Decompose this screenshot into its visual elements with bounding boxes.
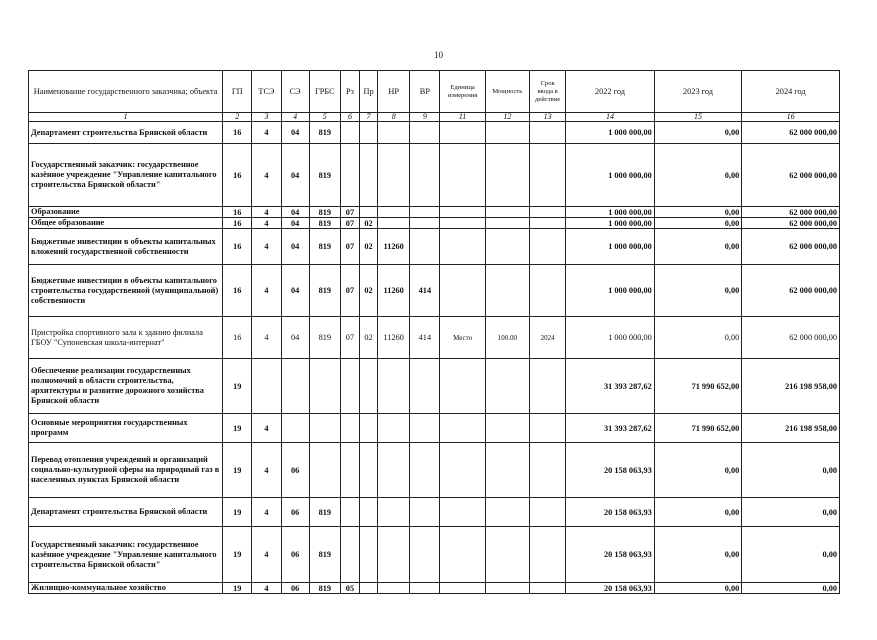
vr-cell bbox=[410, 414, 440, 443]
rz-cell bbox=[340, 144, 359, 207]
column-number: 16 bbox=[742, 113, 840, 122]
gp-cell: 16 bbox=[223, 218, 252, 229]
y2022-cell: 1 000 000,00 bbox=[566, 218, 655, 229]
tse-cell: 4 bbox=[252, 498, 281, 527]
table-row bbox=[29, 218, 840, 229]
gp-cell: 19 bbox=[223, 443, 252, 498]
vr-cell: 414 bbox=[410, 265, 440, 317]
y2024-cell: 0,00 bbox=[742, 443, 840, 498]
term-cell bbox=[530, 265, 566, 317]
column-number: 15 bbox=[654, 113, 742, 122]
column-header: Срок ввода в действие bbox=[530, 71, 566, 113]
pr-cell bbox=[360, 498, 378, 527]
column-number: 9 bbox=[410, 113, 440, 122]
tse-cell: 4 bbox=[252, 144, 281, 207]
tse-cell: 4 bbox=[252, 527, 281, 583]
tse-cell: 4 bbox=[252, 443, 281, 498]
rz-cell: 07 bbox=[340, 229, 359, 265]
gp-cell: 19 bbox=[223, 359, 252, 414]
tse-cell: 4 bbox=[252, 207, 281, 218]
nr-cell bbox=[378, 218, 410, 229]
gp-cell: 19 bbox=[223, 583, 252, 594]
unit-cell bbox=[440, 359, 485, 414]
term-cell: 2024 bbox=[530, 317, 566, 359]
table-row bbox=[29, 527, 840, 583]
nr-cell bbox=[378, 498, 410, 527]
se-cell: 04 bbox=[281, 265, 309, 317]
y2023-cell: 0,00 bbox=[654, 207, 742, 218]
unit-cell: Место bbox=[440, 317, 485, 359]
row-name: Пристройка спортивного зала к зданию филиала ГБОУ "Супоневская школа-интернат" bbox=[29, 317, 223, 359]
y2022-cell: 31 393 287,62 bbox=[566, 359, 655, 414]
y2022-cell: 1 000 000,00 bbox=[566, 229, 655, 265]
vr-cell bbox=[410, 218, 440, 229]
grbs-cell: 819 bbox=[309, 122, 340, 144]
power-cell bbox=[485, 265, 529, 317]
column-header: Пр bbox=[360, 71, 378, 113]
y2024-cell: 62 000 000,00 bbox=[742, 122, 840, 144]
row-name: Бюджетные инвестиции в объекты капитальных вложений государственной собственности bbox=[29, 229, 223, 265]
page-number: 10 bbox=[434, 50, 443, 60]
y2024-cell: 62 000 000,00 bbox=[742, 317, 840, 359]
column-number-row bbox=[29, 113, 840, 122]
column-number: 11 bbox=[440, 113, 485, 122]
y2023-cell: 0,00 bbox=[654, 265, 742, 317]
rz-cell: 05 bbox=[340, 583, 359, 594]
rz-cell bbox=[340, 443, 359, 498]
column-header: ГП bbox=[223, 71, 252, 113]
row-name: Перевод отопления учреждений и организаций социально-культурной сферы на природный газ в населенных пунктах Брянской области bbox=[29, 443, 223, 498]
nr-cell bbox=[378, 414, 410, 443]
y2024-cell: 0,00 bbox=[742, 583, 840, 594]
nr-cell bbox=[378, 583, 410, 594]
power-cell bbox=[485, 122, 529, 144]
row-name: Бюджетные инвестиции в объекты капитального строительства государственной (муниципальной) собственности bbox=[29, 265, 223, 317]
power-cell bbox=[485, 443, 529, 498]
y2022-cell: 20 158 063,93 bbox=[566, 443, 655, 498]
se-cell: 04 bbox=[281, 207, 309, 218]
grbs-cell: 819 bbox=[309, 229, 340, 265]
nr-cell bbox=[378, 527, 410, 583]
tse-cell: 4 bbox=[252, 583, 281, 594]
row-name: Основные мероприятия государственных программ bbox=[29, 414, 223, 443]
gp-cell: 16 bbox=[223, 144, 252, 207]
table-row bbox=[29, 443, 840, 498]
unit-cell bbox=[440, 229, 485, 265]
y2024-cell: 62 000 000,00 bbox=[742, 229, 840, 265]
unit-cell bbox=[440, 265, 485, 317]
term-cell bbox=[530, 498, 566, 527]
gp-cell: 16 bbox=[223, 265, 252, 317]
term-cell bbox=[530, 583, 566, 594]
nr-cell bbox=[378, 359, 410, 414]
gp-cell: 19 bbox=[223, 414, 252, 443]
y2024-cell: 216 198 958,00 bbox=[742, 359, 840, 414]
nr-cell: 11260 bbox=[378, 265, 410, 317]
y2023-cell: 0,00 bbox=[654, 229, 742, 265]
vr-cell bbox=[410, 207, 440, 218]
table-row bbox=[29, 414, 840, 443]
gp-cell: 16 bbox=[223, 317, 252, 359]
nr-cell: 11260 bbox=[378, 229, 410, 265]
gp-cell: 16 bbox=[223, 229, 252, 265]
unit-cell bbox=[440, 414, 485, 443]
power-cell bbox=[485, 207, 529, 218]
tse-cell: 4 bbox=[252, 218, 281, 229]
column-number: 1 bbox=[29, 113, 223, 122]
vr-cell bbox=[410, 443, 440, 498]
vr-cell: 414 bbox=[410, 317, 440, 359]
tse-cell: 4 bbox=[252, 317, 281, 359]
table-row bbox=[29, 229, 840, 265]
column-number: 5 bbox=[309, 113, 340, 122]
column-header: 2022 год bbox=[566, 71, 655, 113]
y2023-cell: 71 990 652,00 bbox=[654, 359, 742, 414]
column-header: СЭ bbox=[281, 71, 309, 113]
row-name: Государственный заказчик: государственное казённое учреждение "Управление капитального строительства Брянской области" bbox=[29, 144, 223, 207]
power-cell bbox=[485, 144, 529, 207]
column-number: 6 bbox=[340, 113, 359, 122]
row-name: Образование bbox=[29, 207, 223, 218]
column-header: НР bbox=[378, 71, 410, 113]
term-cell bbox=[530, 527, 566, 583]
unit-cell bbox=[440, 443, 485, 498]
se-cell: 04 bbox=[281, 122, 309, 144]
term-cell bbox=[530, 207, 566, 218]
table-row bbox=[29, 122, 840, 144]
gp-cell: 16 bbox=[223, 122, 252, 144]
y2023-cell: 0,00 bbox=[654, 443, 742, 498]
y2023-cell: 0,00 bbox=[654, 144, 742, 207]
grbs-cell bbox=[309, 359, 340, 414]
grbs-cell: 819 bbox=[309, 144, 340, 207]
y2024-cell: 62 000 000,00 bbox=[742, 265, 840, 317]
column-header: Рз bbox=[340, 71, 359, 113]
pr-cell: 02 bbox=[360, 265, 378, 317]
column-header: ВР bbox=[410, 71, 440, 113]
y2022-cell: 1 000 000,00 bbox=[566, 144, 655, 207]
tse-cell: 4 bbox=[252, 414, 281, 443]
grbs-cell: 819 bbox=[309, 527, 340, 583]
column-header: Наименование государственного заказчика; объекта bbox=[29, 71, 223, 113]
power-cell bbox=[485, 527, 529, 583]
table-row bbox=[29, 583, 840, 594]
vr-cell bbox=[410, 527, 440, 583]
se-cell: 04 bbox=[281, 229, 309, 265]
y2023-cell: 0,00 bbox=[654, 122, 742, 144]
y2022-cell: 20 158 063,93 bbox=[566, 527, 655, 583]
y2023-cell: 71 990 652,00 bbox=[654, 414, 742, 443]
se-cell: 04 bbox=[281, 317, 309, 359]
pr-cell bbox=[360, 583, 378, 594]
rz-cell: 07 bbox=[340, 317, 359, 359]
nr-cell bbox=[378, 207, 410, 218]
y2024-cell: 62 000 000,00 bbox=[742, 218, 840, 229]
grbs-cell: 819 bbox=[309, 583, 340, 594]
row-name: Общее образование bbox=[29, 218, 223, 229]
column-header: 2023 год bbox=[654, 71, 742, 113]
table-row bbox=[29, 144, 840, 207]
row-name: Обеспечение реализации государственных полномочий в области строительства, архитектуры и развитие дорожного хозяйства Брянской области bbox=[29, 359, 223, 414]
rz-cell: 07 bbox=[340, 218, 359, 229]
nr-cell: 11260 bbox=[378, 317, 410, 359]
pr-cell: 02 bbox=[360, 229, 378, 265]
se-cell: 04 bbox=[281, 218, 309, 229]
unit-cell bbox=[440, 498, 485, 527]
pr-cell bbox=[360, 527, 378, 583]
se-cell bbox=[281, 359, 309, 414]
nr-cell bbox=[378, 144, 410, 207]
column-number: 13 bbox=[530, 113, 566, 122]
column-number: 7 bbox=[360, 113, 378, 122]
column-number: 3 bbox=[252, 113, 281, 122]
column-number: 8 bbox=[378, 113, 410, 122]
y2022-cell: 1 000 000,00 bbox=[566, 317, 655, 359]
table-row bbox=[29, 207, 840, 218]
se-cell: 06 bbox=[281, 527, 309, 583]
y2022-cell: 20 158 063,93 bbox=[566, 498, 655, 527]
se-cell: 04 bbox=[281, 144, 309, 207]
vr-cell bbox=[410, 229, 440, 265]
column-number: 12 bbox=[485, 113, 529, 122]
y2023-cell: 0,00 bbox=[654, 527, 742, 583]
power-cell bbox=[485, 218, 529, 229]
grbs-cell: 819 bbox=[309, 317, 340, 359]
se-cell: 06 bbox=[281, 498, 309, 527]
pr-cell bbox=[360, 414, 378, 443]
grbs-cell bbox=[309, 414, 340, 443]
pr-cell bbox=[360, 207, 378, 218]
y2023-cell: 0,00 bbox=[654, 317, 742, 359]
term-cell bbox=[530, 122, 566, 144]
budget-table bbox=[28, 70, 840, 594]
term-cell bbox=[530, 144, 566, 207]
nr-cell bbox=[378, 122, 410, 144]
y2023-cell: 0,00 bbox=[654, 583, 742, 594]
row-name: Департамент строительства Брянской области bbox=[29, 122, 223, 144]
pr-cell bbox=[360, 443, 378, 498]
column-header: Мощность bbox=[485, 71, 529, 113]
header-row bbox=[29, 71, 840, 113]
grbs-cell bbox=[309, 443, 340, 498]
power-cell bbox=[485, 583, 529, 594]
rz-cell bbox=[340, 498, 359, 527]
y2024-cell: 216 198 958,00 bbox=[742, 414, 840, 443]
se-cell bbox=[281, 414, 309, 443]
unit-cell bbox=[440, 144, 485, 207]
power-cell bbox=[485, 414, 529, 443]
y2024-cell: 62 000 000,00 bbox=[742, 207, 840, 218]
pr-cell: 02 bbox=[360, 317, 378, 359]
grbs-cell: 819 bbox=[309, 498, 340, 527]
row-name: Государственный заказчик: государственное казённое учреждение "Управление капитального строительства Брянской области" bbox=[29, 527, 223, 583]
nr-cell bbox=[378, 443, 410, 498]
tse-cell: 4 bbox=[252, 122, 281, 144]
vr-cell bbox=[410, 122, 440, 144]
column-number: 4 bbox=[281, 113, 309, 122]
rz-cell bbox=[340, 527, 359, 583]
gp-cell: 19 bbox=[223, 498, 252, 527]
unit-cell bbox=[440, 207, 485, 218]
pr-cell bbox=[360, 122, 378, 144]
unit-cell bbox=[440, 527, 485, 583]
column-header: ТСЭ bbox=[252, 71, 281, 113]
y2023-cell: 0,00 bbox=[654, 218, 742, 229]
column-header: ГРБС bbox=[309, 71, 340, 113]
grbs-cell: 819 bbox=[309, 207, 340, 218]
tse-cell: 4 bbox=[252, 229, 281, 265]
grbs-cell: 819 bbox=[309, 265, 340, 317]
power-cell bbox=[485, 229, 529, 265]
table-row bbox=[29, 359, 840, 414]
row-name: Департамент строительства Брянской области bbox=[29, 498, 223, 527]
rz-cell bbox=[340, 414, 359, 443]
pr-cell: 02 bbox=[360, 218, 378, 229]
row-name: Жилищно-коммунальное хозяйство bbox=[29, 583, 223, 594]
gp-cell: 19 bbox=[223, 527, 252, 583]
table-row bbox=[29, 498, 840, 527]
y2024-cell: 0,00 bbox=[742, 498, 840, 527]
se-cell: 06 bbox=[281, 583, 309, 594]
rz-cell bbox=[340, 122, 359, 144]
rz-cell: 07 bbox=[340, 265, 359, 317]
column-header: 2024 год bbox=[742, 71, 840, 113]
y2022-cell: 1 000 000,00 bbox=[566, 207, 655, 218]
table-row bbox=[29, 265, 840, 317]
y2023-cell: 0,00 bbox=[654, 498, 742, 527]
table-row bbox=[29, 317, 840, 359]
column-number: 2 bbox=[223, 113, 252, 122]
rz-cell bbox=[340, 359, 359, 414]
term-cell bbox=[530, 229, 566, 265]
term-cell bbox=[530, 359, 566, 414]
gp-cell: 16 bbox=[223, 207, 252, 218]
term-cell bbox=[530, 443, 566, 498]
y2022-cell: 20 158 063,93 bbox=[566, 583, 655, 594]
y2022-cell: 1 000 000,00 bbox=[566, 122, 655, 144]
vr-cell bbox=[410, 583, 440, 594]
pr-cell bbox=[360, 359, 378, 414]
unit-cell bbox=[440, 583, 485, 594]
vr-cell bbox=[410, 144, 440, 207]
y2024-cell: 62 000 000,00 bbox=[742, 144, 840, 207]
unit-cell bbox=[440, 218, 485, 229]
column-header: Единица измерения bbox=[440, 71, 485, 113]
vr-cell bbox=[410, 498, 440, 527]
y2022-cell: 1 000 000,00 bbox=[566, 265, 655, 317]
vr-cell bbox=[410, 359, 440, 414]
grbs-cell: 819 bbox=[309, 218, 340, 229]
term-cell bbox=[530, 218, 566, 229]
column-number: 14 bbox=[566, 113, 655, 122]
power-cell bbox=[485, 359, 529, 414]
pr-cell bbox=[360, 144, 378, 207]
se-cell: 06 bbox=[281, 443, 309, 498]
term-cell bbox=[530, 414, 566, 443]
rz-cell: 07 bbox=[340, 207, 359, 218]
y2024-cell: 0,00 bbox=[742, 527, 840, 583]
tse-cell: 4 bbox=[252, 265, 281, 317]
tse-cell bbox=[252, 359, 281, 414]
power-cell: 100.00 bbox=[485, 317, 529, 359]
y2022-cell: 31 393 287,62 bbox=[566, 414, 655, 443]
power-cell bbox=[485, 498, 529, 527]
unit-cell bbox=[440, 122, 485, 144]
